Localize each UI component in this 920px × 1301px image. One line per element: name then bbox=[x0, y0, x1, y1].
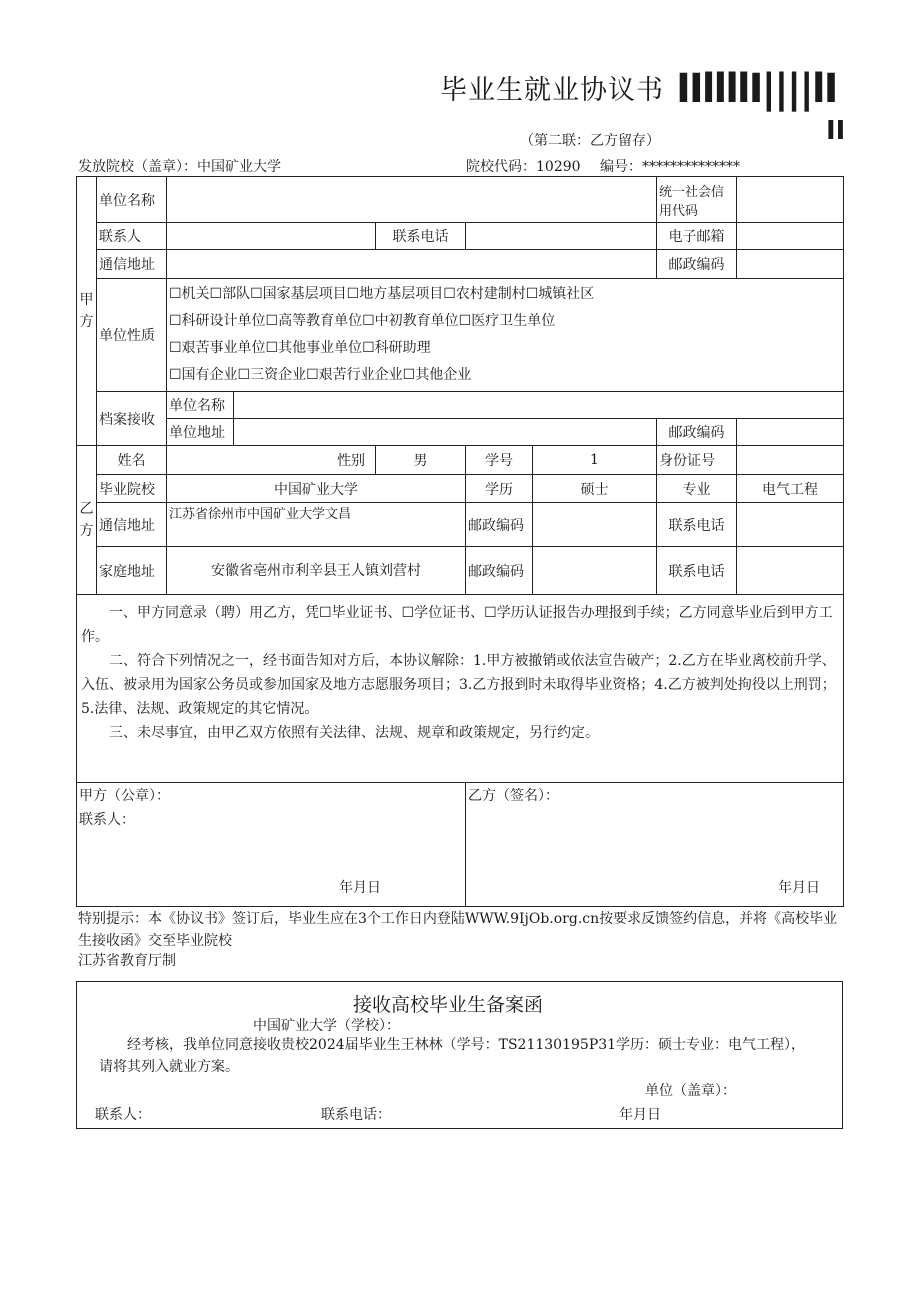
unit-name-field[interactable] bbox=[167, 177, 657, 223]
student-postcode-field[interactable] bbox=[533, 503, 657, 547]
party-a-date: 年月日 bbox=[339, 880, 381, 896]
agreement-terms bbox=[77, 595, 844, 783]
credit-code-label: 统一社会信用代码 bbox=[657, 177, 737, 223]
address-label: 通信地址 bbox=[97, 250, 167, 279]
address-field[interactable] bbox=[167, 250, 657, 279]
special-notice: 特别提示：本《协议书》签订后，毕业生应在3个工作日内登陆WWW.9IjOb.org.cn按要求反馈签约信息，并将《高校毕业生接收函》交至毕业院校 bbox=[78, 911, 838, 949]
nature-line-2[interactable]: ☐科研设计单位☐高等教育单位☐中初教育单位☐医疗卫生单位 bbox=[169, 313, 556, 329]
receipt-date: 年月日 bbox=[619, 1107, 661, 1123]
issuing-school: 发放院校（盖章）：中国矿业大学 bbox=[78, 159, 281, 175]
credit-code-field[interactable] bbox=[737, 177, 844, 223]
party-a-seal-label: 甲方（公章）： bbox=[79, 788, 170, 804]
school-label: 毕业院校 bbox=[97, 475, 167, 503]
agreement-table bbox=[76, 176, 844, 907]
barcode-tail: II bbox=[826, 116, 846, 146]
home-address-label: 家庭地址 bbox=[97, 547, 167, 595]
issuer-note: 江苏省教育厅制 bbox=[78, 953, 176, 969]
archive-postcode-label: 邮政编码 bbox=[657, 419, 737, 446]
nature-line-4[interactable]: ☐国有企业☐三资企业☐艰苦行业企业☐其他企业 bbox=[169, 367, 472, 383]
degree-value[interactable]: 硕士 bbox=[533, 475, 657, 503]
major-value[interactable]: 电气工程 bbox=[737, 475, 844, 503]
student-id-label: 学号 bbox=[466, 446, 533, 475]
student-address-label: 通信地址 bbox=[97, 503, 167, 547]
archive-postcode-field[interactable] bbox=[737, 419, 844, 446]
school-value[interactable]: 中国矿业大学 bbox=[167, 475, 466, 503]
receipt-title: 接收高校毕业生备案函 bbox=[353, 994, 544, 1016]
home-postcode-label: 邮政编码 bbox=[466, 547, 533, 595]
barcode: IIllllI||||lI bbox=[676, 66, 837, 112]
name-label: 姓名 bbox=[97, 446, 167, 475]
home-phone-field[interactable] bbox=[737, 547, 844, 595]
id-card-field[interactable] bbox=[737, 446, 844, 475]
archive-unit-address-label: 单位地址 bbox=[167, 419, 234, 446]
party-a-contact-label: 联系人： bbox=[79, 812, 135, 828]
contact-label: 联系人 bbox=[97, 223, 167, 250]
student-postcode-label: 邮政编码 bbox=[466, 503, 533, 547]
receipt-body: 经考核，我单位同意接收贵校2024届毕业生王林林（学号：TS21130195P31学历：硕士专业：电气工程），请将其列入就业方案。 bbox=[99, 1037, 806, 1075]
term-2: 二、符合下列情况之一，经书面告知对方后，本协议解除：1.甲方被撤销或依法宣告破产；2.乙方在毕业离校前升学、入伍、被录用为国家公务员或参加国家及地方志愿服务项目；3.乙方报到时未取得毕业资格；4.乙方被判处拘役以上刑罚；5.法律、法规、政策规定的其它情况。 bbox=[81, 653, 836, 717]
home-address-value[interactable]: 安徽省亳州市利辛县王人镇刘营村 bbox=[167, 547, 466, 595]
postcode-label: 邮政编码 bbox=[657, 250, 737, 279]
archive-unit-name-label: 单位名称 bbox=[167, 392, 234, 419]
home-postcode-field[interactable] bbox=[533, 547, 657, 595]
receipt-unit-seal: 单位（盖章）： bbox=[645, 1083, 736, 1099]
serial-number: 编号：************** bbox=[600, 159, 740, 175]
phone-label: 联系电话 bbox=[376, 223, 466, 250]
party-a-signature-box[interactable] bbox=[77, 783, 466, 907]
student-phone-label: 联系电话 bbox=[657, 503, 737, 547]
id-card-label: 身份证号 bbox=[657, 446, 737, 475]
party-b-signature-box[interactable] bbox=[466, 783, 844, 907]
copy-subtitle: （第二联：乙方留存） bbox=[520, 133, 660, 149]
degree-label: 学历 bbox=[466, 475, 533, 503]
receipt-school: 中国矿业大学（学校）： bbox=[253, 1018, 400, 1034]
gender-value[interactable]: 男 bbox=[376, 446, 466, 475]
email-label: 电子邮箱 bbox=[657, 223, 737, 250]
major-label: 专业 bbox=[657, 475, 737, 503]
receipt-phone: 联系电话： bbox=[321, 1107, 391, 1123]
email-field[interactable] bbox=[737, 223, 844, 250]
contact-field[interactable] bbox=[167, 223, 376, 250]
home-phone-label: 联系电话 bbox=[657, 547, 737, 595]
archive-label: 档案接收 bbox=[97, 392, 167, 446]
postcode-field[interactable] bbox=[737, 250, 844, 279]
term-3: 三、未尽事宜，由甲乙双方依照有关法律、法规、规章和政策规定，另行约定。 bbox=[109, 725, 599, 741]
receipt-letter bbox=[76, 981, 843, 1129]
archive-unit-name-field[interactable] bbox=[234, 392, 844, 419]
receipt-contact: 联系人： bbox=[95, 1107, 151, 1123]
party-b-label: 乙 方 bbox=[77, 446, 97, 595]
unit-nature-options[interactable] bbox=[167, 279, 844, 392]
phone-field[interactable] bbox=[466, 223, 657, 250]
unit-name-label: 单位名称 bbox=[97, 177, 167, 223]
student-id-value[interactable]: 1 bbox=[533, 446, 657, 475]
nature-line-3[interactable]: ☐艰苦事业单位☐其他事业单位☐科研助理 bbox=[169, 340, 431, 356]
nature-line-1[interactable]: ☐机关☐部队☐国家基层项目☐地方基层项目☐农村建制村☐城镇社区 bbox=[169, 286, 595, 302]
student-address-value[interactable]: 江苏省徐州市中国矿业大学文昌 bbox=[167, 503, 466, 547]
archive-unit-address-field[interactable] bbox=[234, 419, 657, 446]
document-title: 毕业生就业协议书 bbox=[440, 75, 664, 106]
unit-nature-label: 单位性质 bbox=[97, 279, 167, 392]
gender-label: 性别 bbox=[167, 446, 376, 475]
party-a-label: 甲 方 bbox=[77, 177, 97, 446]
party-b-sign-label: 乙方（签名）： bbox=[468, 788, 559, 804]
school-code: 院校代码：10290 bbox=[466, 159, 581, 175]
student-phone-field[interactable] bbox=[737, 503, 844, 547]
party-b-date: 年月日 bbox=[778, 880, 820, 896]
term-1: 一、甲方同意录（聘）用乙方，凭☐毕业证书、☐学位证书、☐学历认证报告办理报到手续；乙方同意毕业后到甲方工作。 bbox=[81, 605, 833, 645]
